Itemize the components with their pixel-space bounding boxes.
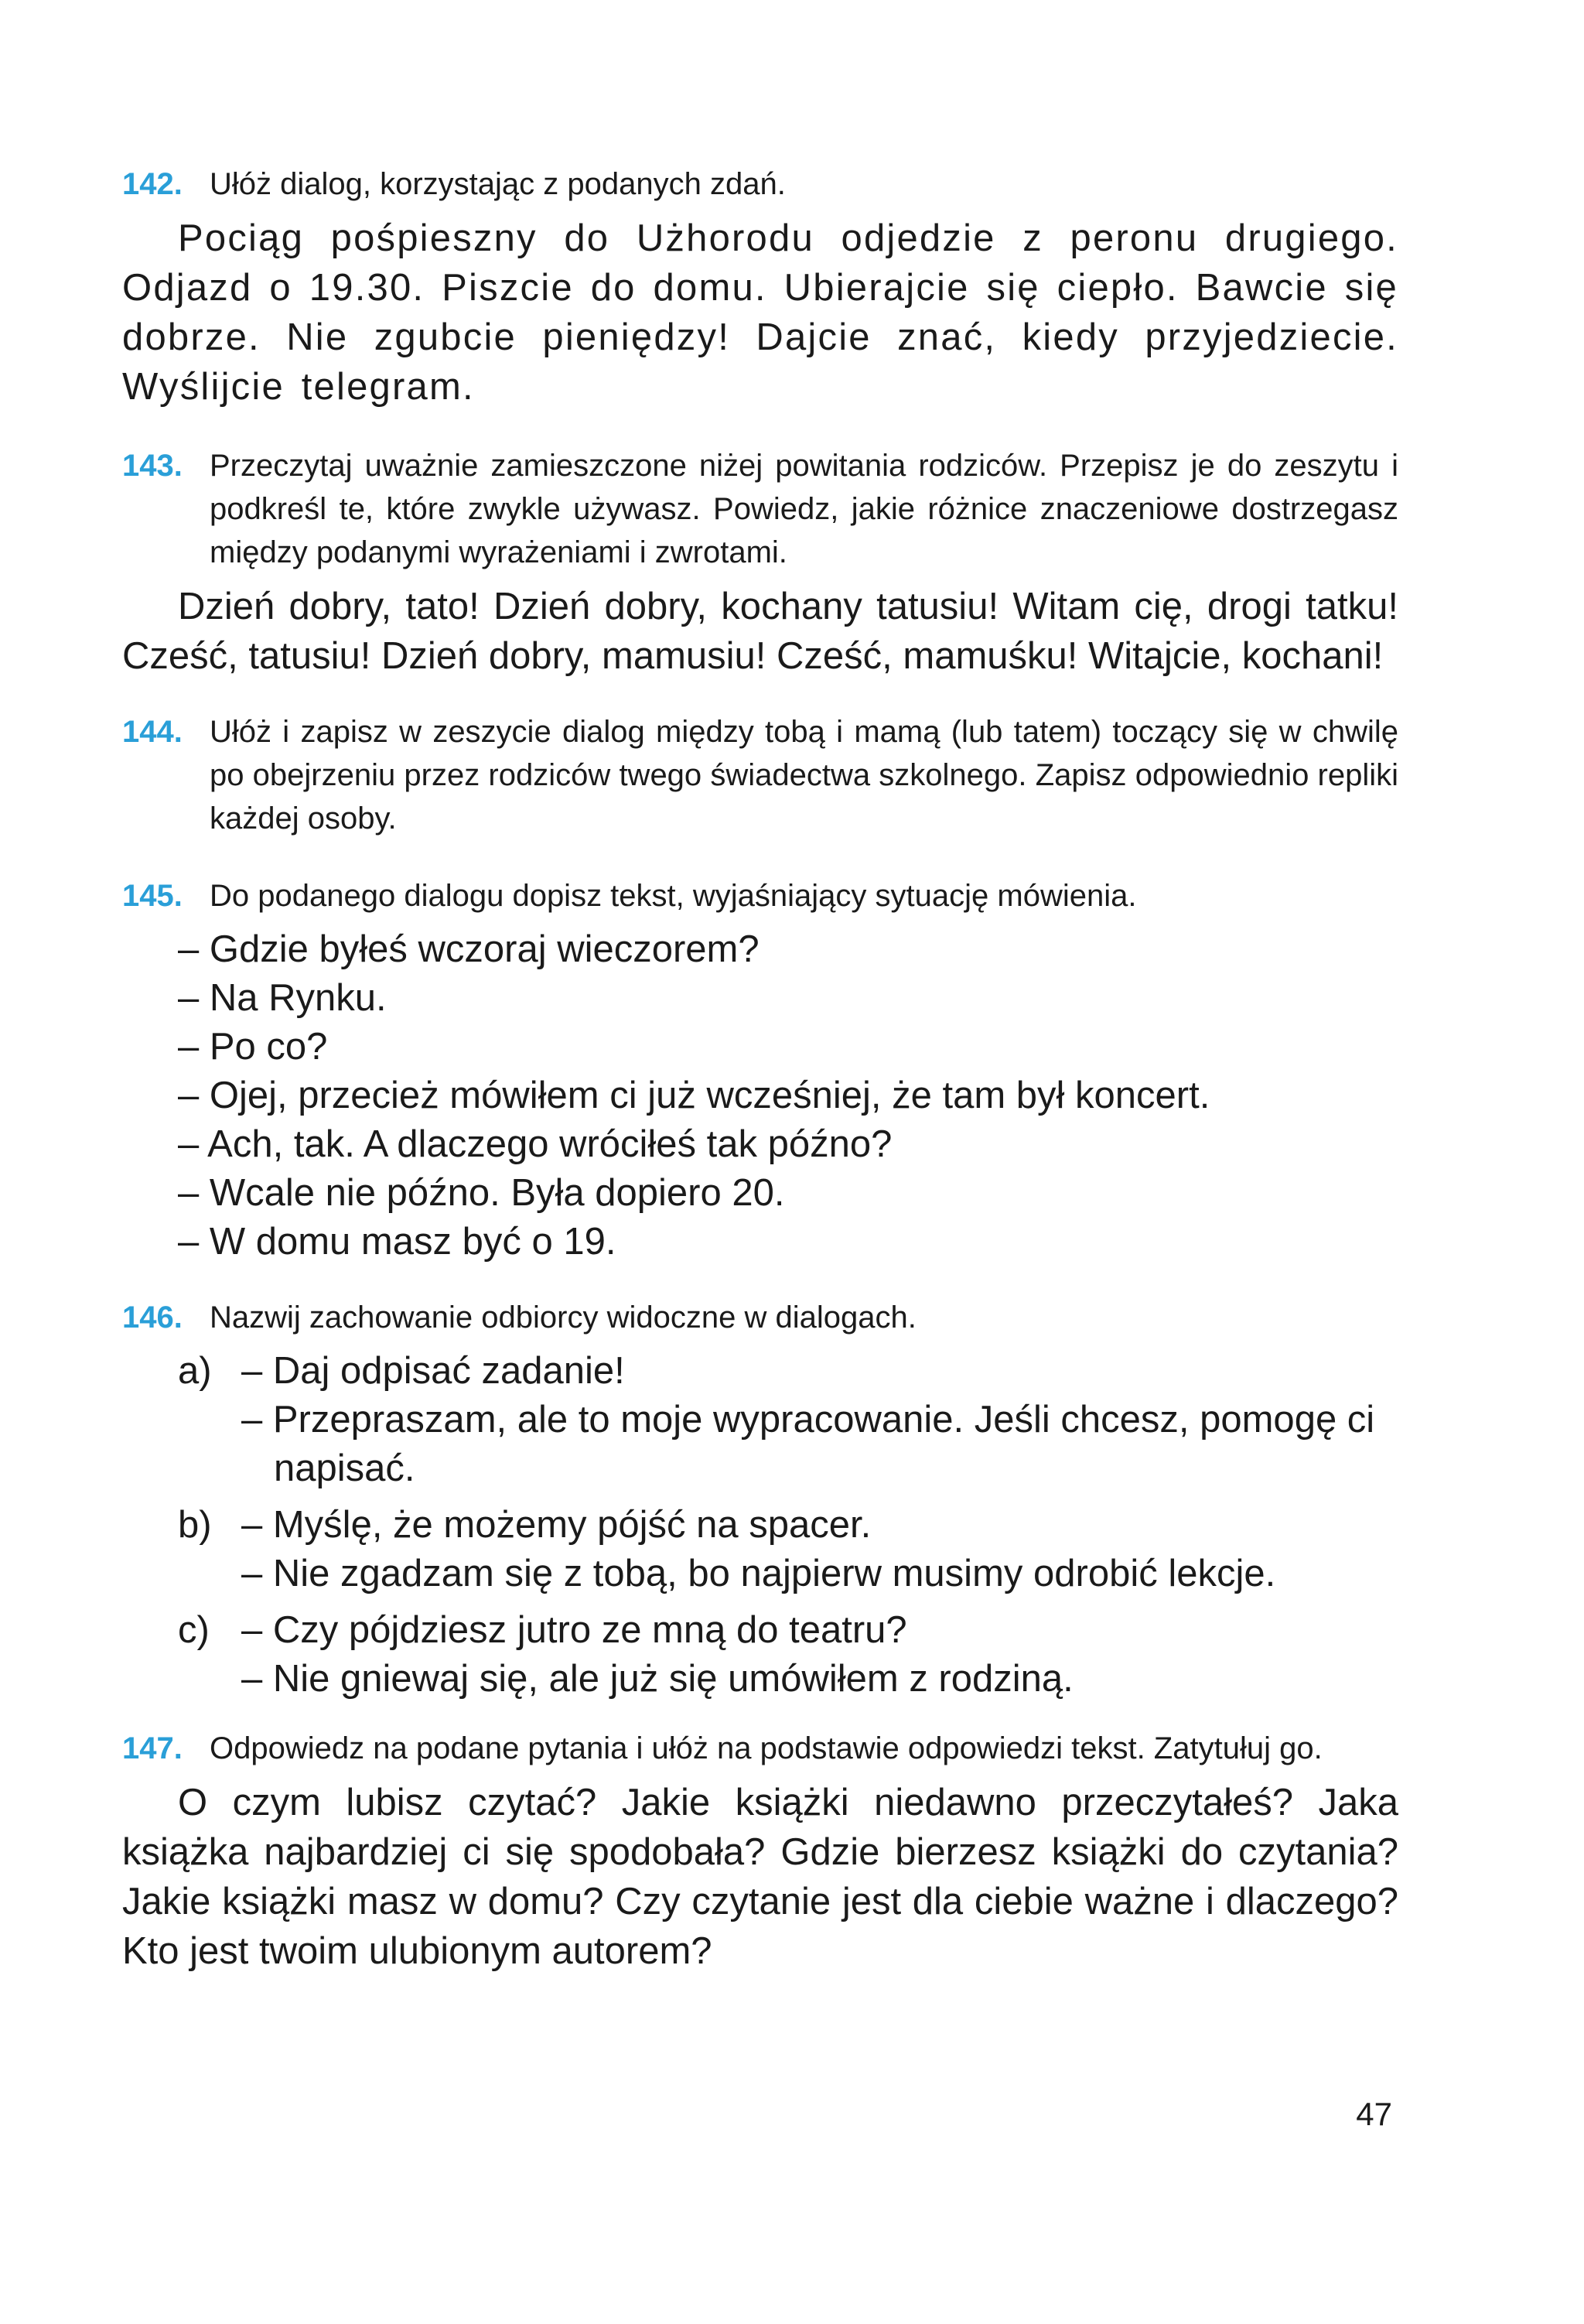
page-content — [122, 162, 1398, 1976]
dialog-line: – Po co? — [178, 1026, 328, 1068]
instruction-text: Nazwij zachowanie odbiorcy widoczne w dialogach. — [210, 1300, 917, 1335]
instruction-text: Odpowiedz na podane pytania i ułóż na podstawie odpowiedzi tekst. Zatytułuj go. — [210, 1731, 1323, 1765]
instruction-text: Do podanego dialogu dopisz tekst, wyjaśniający sytuację mówienia. — [210, 879, 1137, 913]
dialog-line: – Wcale nie późno. Była dopiero 20. — [178, 1172, 785, 1214]
exercise-145 — [122, 874, 1398, 1266]
dialog-line: – Na Rynku. — [178, 977, 387, 1019]
page-number: 47 — [1356, 2096, 1392, 2132]
exercise-instruction — [122, 710, 1398, 840]
dialog-line: – Nie zgadzam się z tobą, bo najpierw musimy odrobić lekcje. — [241, 1553, 1276, 1594]
variant-letter: c) — [178, 1609, 210, 1651]
exercise-text: O czym lubisz czytać? Jakie książki niedawno przeczytałeś? Jaka książka najbardziej ci się spodobała? Gdzie bierzesz książki do czytania? Jakie książki masz w domu? Czy czytanie jest dla ciebie ważne i dlaczego? Kto jest twoim ulubionym autorem? — [122, 1782, 1398, 1972]
variant-b — [178, 1501, 1398, 1598]
exercise-number: 144. — [122, 715, 183, 749]
exercise-143 — [122, 444, 1398, 681]
dialog-line: – Nie gniewaj się, ale już się umówiłem z rodziną. — [241, 1658, 1074, 1700]
exercise-number: 143. — [122, 449, 183, 483]
exercise-instruction — [122, 162, 1398, 206]
variant-letter: a) — [178, 1350, 212, 1392]
exercise-number: 147. — [122, 1731, 183, 1765]
dialog-line: – W domu masz być o 19. — [178, 1221, 616, 1263]
dialog — [122, 925, 1398, 1266]
dialog-line: – Przepraszam, ale to moje wypracowanie. Jeśli chcesz, pomogę ci napisać. — [241, 1399, 1375, 1489]
variant-c — [178, 1606, 1398, 1704]
dialog-line: – Gdzie byłeś wczoraj wieczorem? — [178, 928, 760, 970]
exercise-instruction — [122, 444, 1398, 574]
instruction-text: Przeczytaj uważnie zamieszczone niżej powitania rodziców. Przepisz je do zeszytu i podkreśl te, które zwykle używasz. Powiedz, jakie różnice znaczeniowe dostrzegasz między podanymi wyrażeniami i zwrotami. — [210, 449, 1398, 569]
variant-letter: b) — [178, 1504, 212, 1546]
dialog-line: – Ojej, przecież mówiłem ci już wcześniej, że tam był koncert. — [178, 1075, 1210, 1116]
instruction-text: Ułóż dialog, korzystając z podanych zdań. — [210, 167, 786, 201]
exercise-144 — [122, 710, 1398, 840]
exercise-number: 142. — [122, 167, 183, 201]
dialog-line: – Czy pójdziesz jutro ze mną do teatru? — [241, 1609, 907, 1651]
exercise-147 — [122, 1727, 1398, 1976]
dialog-line: – Daj odpisać zadanie! — [241, 1350, 625, 1392]
exercise-text: Pociąg pośpieszny do Użhorodu odjedzie z peronu drugiego. Odjazd o 19.30. Piszcie do domu. Ubierajcie się ciepło. Bawcie się dobrze. Nie zgubcie pieniędzy! Dajcie znać, kiedy przyjedziecie. Wyślijcie telegram. — [122, 217, 1398, 408]
exercise-instruction — [122, 1296, 1398, 1339]
exercise-number: 145. — [122, 879, 183, 913]
exercise-number: 146. — [122, 1300, 183, 1335]
exercise-146 — [122, 1296, 1398, 1704]
variant-a — [178, 1347, 1398, 1493]
exercise-instruction — [122, 874, 1398, 918]
exercise-instruction — [122, 1727, 1398, 1770]
dialog-line: – Ach, tak. A dlaczego wróciłeś tak późno? — [178, 1123, 893, 1165]
instruction-text: Ułóż i zapisz w zeszycie dialog między tobą i mamą (lub tatem) toczący się w chwilę po obejrzeniu przez rodziców twego świadectwa szkolnego. Zapisz odpowiednio repliki każdej osoby. — [210, 715, 1398, 836]
exercise-142 — [122, 162, 1398, 412]
dialog-line: – Myślę, że możemy pójść na spacer. — [241, 1504, 872, 1546]
dialog-variants — [122, 1347, 1398, 1704]
exercise-text: Dzień dobry, tato! Dzień dobry, kochany tatusiu! Witam cię, drogi tatku! Cześć, tatusiu! Dzień dobry, mamusiu! Cześć, mamuśku! Witajcie, kochani! — [122, 586, 1398, 677]
